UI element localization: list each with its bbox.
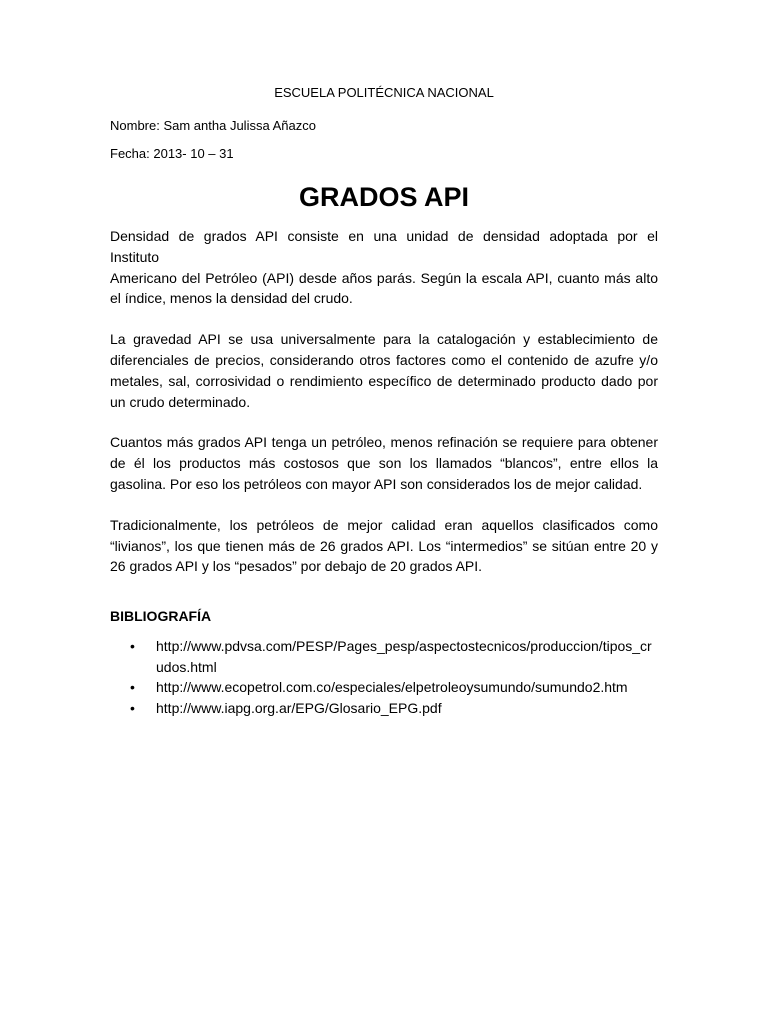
paragraph-classification: Tradicionalmente, los petróleos de mejor calidad eran aquellos clasificados como “livianos”, los que tienen más de 26 grados API. Los “intermedios” se sitúan entre 20 y 26 grados API y los “pesados” por debajo de 20 grados API. [110, 516, 658, 575]
paragraph-refining: Cuantos más grados API tenga un petróleo, menos refinación se requiere para obtener de él los productos más costosos que son los llamados “blancos”, entre ellos la gasolina. Por eso los petróleos con mayor API son considerados los de mejor calidad. [110, 434, 658, 492]
student-name: Nombre: Sam antha Julissa Añazco [110, 118, 316, 133]
paragraph-definition [110, 226, 658, 309]
bullet-icon: • [130, 638, 135, 655]
document-date: Fecha: 2013- 10 – 31 [110, 146, 234, 161]
bibliography-url[interactable]: http://www.ecopetrol.com.co/especiales/elpetroleoysumundo/sumundo2.htm [156, 679, 628, 696]
bibliography-item [110, 698, 658, 719]
paragraph-line: Americano del Petróleo (API) desde años parás. Según la escala API, cuanto más alto el índice, menos la densidad del crudo. [110, 269, 658, 307]
document-body [110, 84, 658, 718]
bullet-icon: • [130, 699, 135, 716]
paragraph-line: Densidad de grados API consiste en una unidad de densidad adoptada por el [110, 228, 658, 244]
institution-heading: ESCUELA POLITÉCNICA NACIONAL [274, 85, 494, 100]
bibliography-list [110, 636, 658, 718]
bibliography-item [110, 677, 658, 698]
bibliography-item [110, 636, 658, 677]
paragraph-line: Instituto [110, 248, 160, 265]
bibliography-url[interactable]: http://www.iapg.org.ar/EPG/Glosario_EPG.pdf [156, 699, 442, 716]
document-title: GRADOS API [298, 182, 469, 212]
paragraph-gravity: La gravedad API se usa universalmente para la catalogación y establecimiento de diferenciales de precios, considerando otros factores como el contenido de azufre y/o metales, sal, corrosividad o rendimiento específico de determinado producto dado por un crudo determinado. [110, 331, 658, 410]
bibliography-url[interactable]: http://www.pdvsa.com/PESP/Pages_pesp/aspectostecnicos/produccion/tipos_crudos.html [156, 638, 652, 675]
bullet-icon: • [130, 679, 135, 696]
bibliography-heading: BIBLIOGRAFÍA [110, 608, 212, 625]
